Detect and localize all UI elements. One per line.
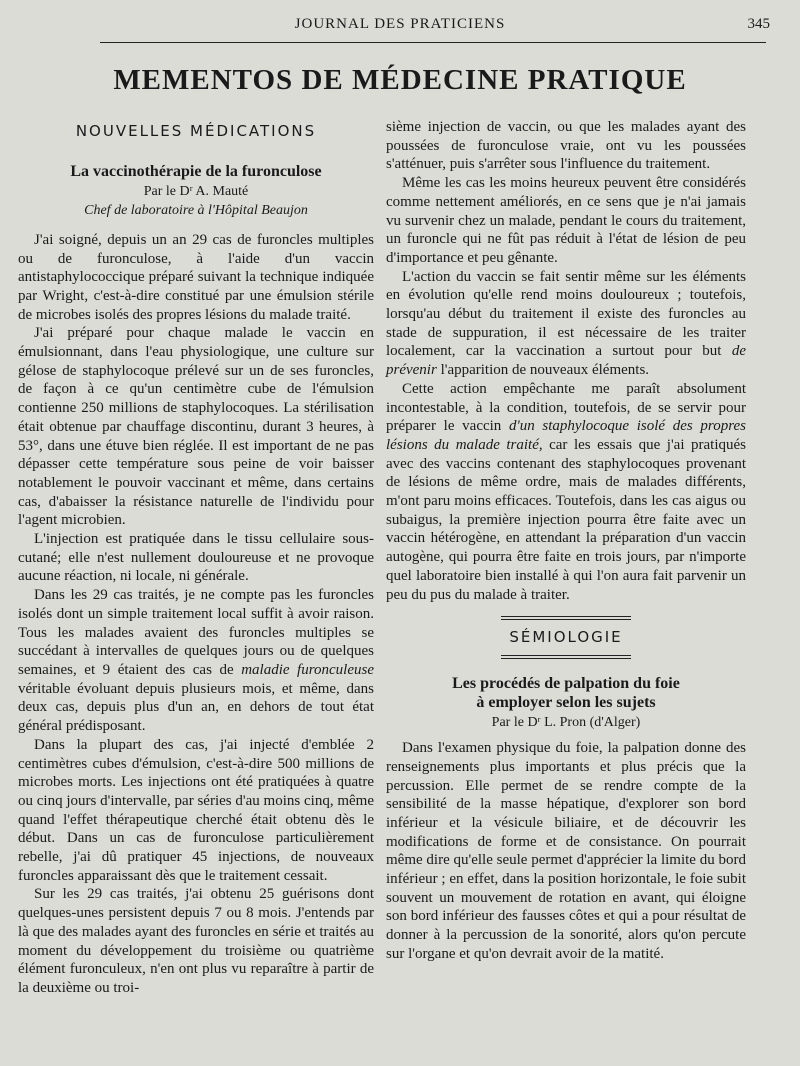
running-head xyxy=(0,16,800,40)
paragraph-text: véritable évoluant depuis plusieurs mois, et même, dans deux cas, depuis plus d'un an, en dehors de tout état général prédisposant. xyxy=(18,680,374,735)
paragraph-text: L'action du vaccin se fait sentir même sur les éléments en évolution qu'elle rend moins douloureux ; toutefois, lorsqu'au début du traitement il existe des furoncles au stade de suppuration, il est nécessaire de les traiter localement, car la vaccination a surtout pour but xyxy=(386,268,746,360)
section-divider xyxy=(501,616,631,620)
paragraph xyxy=(386,268,746,380)
paragraph-text: Cette action empêchante me paraît absolument incontestable, à la condition, toutefois, de se servir pour préparer le vaccin xyxy=(386,380,746,435)
paragraph: Sur les 29 cas traités, j'ai obtenu 25 guérisons dont quelques-unes persistent depuis 7 ou 8 mois. J'entends par là que des malades ayant des furoncles en série et traités au moment du développement du troisième ou quatrième élément furonculeux, n'en ont plus vu reparaître à partir de la deuxième ou troi- xyxy=(18,886,374,996)
article-title-palpation-line2: à employer selon les sujets xyxy=(476,693,656,711)
paragraph: Dans l'examen physique du foie, la palpation donne des renseignements plus importants et plus précis que la percussion. Elle permet de se rendre compte de la sensibilité de la masse hépatique, d'explorer son bord inférieur et la vésicule biliaire, et de découvrir les modifications de forme et de consistance. On pourrait même dire qu'elle seule permet d'apprécier la limite du bord inférieur ; en effet, dans la position horizontale, le foie subit souvent un mouvement de rotation en avant, qui éloigne son bord inférieur des fausses côtes et qui a pour résultat de donner à la percussion de la sonorité, alors qu'on percute sur l'organe et qu'on devrait avoir de la matité. xyxy=(386,740,746,962)
paragraph: Dans la plupart des cas, j'ai injecté d'emblée 2 centimètres cubes d'émulsion, c'est-à-dire 500 millions de microbes morts. Les injections ont été pratiquées à quatre ou cinq jours d'intervalle, par séries d'au moins cinq, même quand l'effet thérapeutique cherché était obtenu dès le début. Dans un cas de furonculose particulièrement rebelle, j'ai dû pratiquer 45 injections, de nouveaux furoncles apparaissant dès que le traitement cessait. xyxy=(18,736,374,884)
paragraph: L'injection est pratiquée dans le tissu cellulaire sous-cutané; elle n'est nullement douloureuse et ne provoque aucune réaction, ni locale, ni générale. xyxy=(18,531,374,585)
italic-term: maladie furonculeuse xyxy=(241,661,374,678)
paragraph: J'ai préparé pour chaque malade le vaccin en émulsionnant, dans l'eau physiologique, une culture sur gélose de staphylocoque prélevé sur un de ses furoncles, de façon à ce qu'un centimètre cube de l'émulsion contienne 250 millions de staphylocoques. La stérilisation était obtenue par chauffage discontinu, durant 3 heures, à 53°, dans une étuve bien réglée. Il est important de ne pas dépasser cette température sous peine de voir baisser notablement le pouvoir vaccinant et même, dans certains cas, d'abaisser la résistance naturelle de l'individu pour l'agent microbien. xyxy=(18,325,374,529)
page-title: MEMENTOS DE MÉDECINE PRATIQUE xyxy=(113,64,687,96)
paragraph-text: , car les essais que j'ai pratiqués avec des vaccins contenant des staphylocoques provenant de lésions de même ordre, mais de malades différents, m'ont paru moins efficaces. Toutefois, dans les cas aigus ou subaigus, la première injection pourra être faite avec un vaccin hétérogène, en attendant la préparation d'un vaccin autogène, qui pourra être faite en trois jours, par n'importe quel laboratoire bien installé à qui l'on aura fait parvenir un peu du pus du malade à traiter. xyxy=(386,436,746,603)
paragraph-continued: sième injection de vaccin, ou que les malades ayant des poussées de furonculose vraie, ont vu les poussées s'atténuer, puis s'arrêter sous l'influence du traitement. xyxy=(386,119,746,173)
paragraph xyxy=(18,586,374,736)
left-column xyxy=(18,118,374,998)
section-divider xyxy=(501,655,631,659)
header-rule xyxy=(100,42,766,43)
article-byline: Par le Dʳ A. Mauté xyxy=(143,184,249,200)
journal-name: JOURNAL DES PRATICIENS xyxy=(294,16,506,32)
paragraph: J'ai soigné, depuis un an 29 cas de furoncles multiples ou de furonculose, à l'aide d'un vaccin antistaphylococcique préparé suivant la technique indiquée par Wright, c'est-à-dire constitué par une émulsion stérile de microbes isolés des propres lésions du malade traité. xyxy=(18,231,374,323)
paragraph-text: l'apparition de nouveaux éléments. xyxy=(436,362,650,379)
paragraph xyxy=(386,380,746,604)
right-column xyxy=(386,118,746,964)
paragraph-text: Dans les 29 cas traités, je ne compte pas les furoncles isolés dont un simple traitement local suffit à avoir raison. Tous les malades avaient des furoncles multiples se succédant à intervalles de quelques jours ou de quelques semaines, et 9 étaient des cas de xyxy=(18,587,374,678)
article-title-palpation: Les procédés de palpation du foie xyxy=(452,674,680,692)
section-heading-nouvelles-medications: NOUVELLES MÉDICATIONS xyxy=(75,122,317,140)
italic-term: de prévenir xyxy=(386,343,746,379)
article-byline: Par le Dʳ L. Pron (d'Alger) xyxy=(491,715,641,731)
article-title-vaccinotherapie: La vaccinothérapie de la furonculose xyxy=(70,162,322,180)
paragraph: Même les cas les moins heureux peuvent être considérés comme nettement améliorés, en ce sens que je n'ai jamais vu survenir chez un malade, pendant le cours du traitement, un furoncle qui ne fût pas réduit à l'état de lésion de peu d'importance et peu gênante. xyxy=(386,175,746,266)
page-number: 345 xyxy=(747,16,770,32)
italic-term: d'un staphylocoque isolé des propres lésions du malade traité xyxy=(386,418,746,453)
section-heading-semiologie: SÉMIOLOGIE xyxy=(509,628,623,647)
author-affiliation: Chef de laboratoire à l'Hôpital Beaujon xyxy=(84,203,308,219)
